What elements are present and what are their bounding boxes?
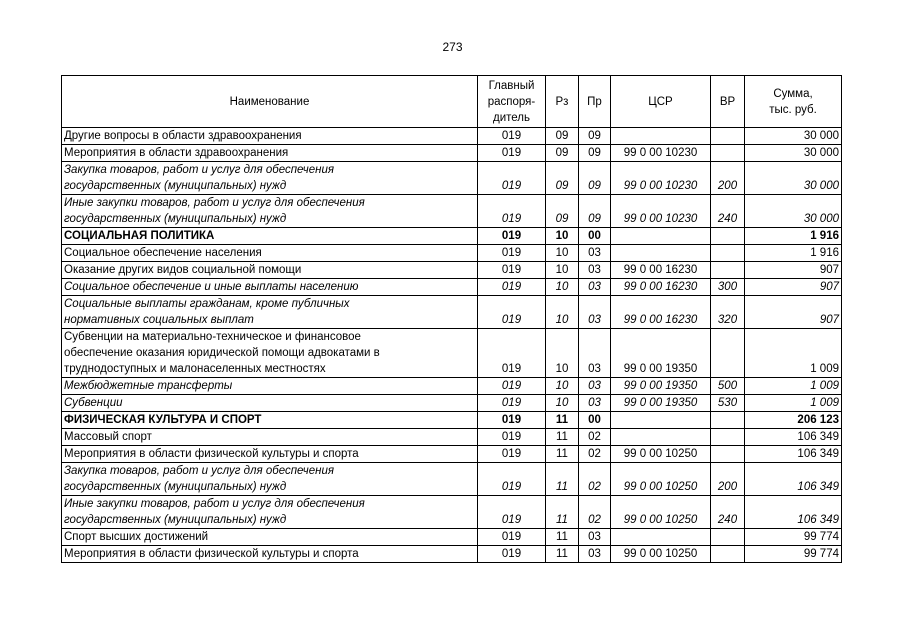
cell-pr: 09 bbox=[579, 128, 611, 145]
cell-csr bbox=[611, 529, 711, 546]
cell-pr: 03 bbox=[579, 529, 611, 546]
cell-csr bbox=[611, 228, 711, 245]
cell-name bbox=[62, 496, 478, 529]
cell-sum: 907 bbox=[745, 262, 842, 279]
cell-vr bbox=[711, 329, 745, 378]
cell-csr: 99 0 00 10230 bbox=[611, 162, 711, 195]
cell-pr: 03 bbox=[579, 546, 611, 563]
cell-csr: 99 0 00 10250 bbox=[611, 463, 711, 496]
cell-name-line: Субвенции на материально-техническое и финансовое bbox=[64, 331, 361, 343]
cell-glav: 019 bbox=[478, 429, 546, 446]
header-glav-line: распоря- bbox=[487, 95, 536, 108]
cell-name-line: Социальные выплаты гражданам, кроме публичных bbox=[64, 298, 350, 310]
cell-glav: 019 bbox=[478, 162, 546, 195]
cell-rz: 11 bbox=[546, 446, 579, 463]
cell-name-line: Спорт высших достижений bbox=[64, 531, 209, 543]
cell-sum: 907 bbox=[745, 279, 842, 296]
cell-name bbox=[62, 463, 478, 496]
cell-glav: 019 bbox=[478, 128, 546, 145]
cell-vr bbox=[711, 412, 745, 429]
cell-name bbox=[62, 296, 478, 329]
cell-csr: 99 0 00 16230 bbox=[611, 262, 711, 279]
cell-csr bbox=[611, 429, 711, 446]
cell-vr: 300 bbox=[711, 279, 745, 296]
cell-csr: 99 0 00 10250 bbox=[611, 446, 711, 463]
cell-glav: 019 bbox=[478, 279, 546, 296]
cell-name-line: Закупка товаров, работ и услуг для обеспечения bbox=[64, 465, 335, 477]
cell-csr bbox=[611, 412, 711, 429]
cell-pr: 03 bbox=[579, 395, 611, 412]
header-rz: Рз bbox=[546, 76, 579, 128]
cell-name bbox=[62, 329, 478, 378]
table-body bbox=[62, 128, 842, 563]
cell-rz: 11 bbox=[546, 529, 579, 546]
cell-name bbox=[62, 245, 478, 262]
page-number: 273 bbox=[442, 40, 463, 54]
cell-rz: 10 bbox=[546, 279, 579, 296]
cell-sum: 907 bbox=[745, 296, 842, 329]
cell-vr bbox=[711, 529, 745, 546]
cell-glav: 019 bbox=[478, 262, 546, 279]
cell-csr: 99 0 00 10230 bbox=[611, 145, 711, 162]
cell-vr bbox=[711, 228, 745, 245]
cell-glav: 019 bbox=[478, 329, 546, 378]
cell-csr: 99 0 00 16230 bbox=[611, 296, 711, 329]
cell-name bbox=[62, 162, 478, 195]
cell-vr bbox=[711, 546, 745, 563]
cell-name-line: Другие вопросы в области здравоохранения bbox=[64, 130, 302, 142]
cell-name-line: государственных (муниципальных) нужд bbox=[64, 213, 287, 225]
cell-name bbox=[62, 529, 478, 546]
cell-vr: 200 bbox=[711, 463, 745, 496]
table-row bbox=[62, 195, 842, 228]
cell-glav: 019 bbox=[478, 145, 546, 162]
table-row bbox=[62, 128, 842, 145]
cell-csr: 99 0 00 10250 bbox=[611, 546, 711, 563]
cell-sum: 106 349 bbox=[745, 463, 842, 496]
table-row bbox=[62, 279, 842, 296]
cell-sum: 1 009 bbox=[745, 378, 842, 395]
header-sum bbox=[745, 76, 842, 128]
cell-vr bbox=[711, 429, 745, 446]
cell-pr: 00 bbox=[579, 412, 611, 429]
header-glav-line: дитель bbox=[493, 111, 530, 124]
cell-name-line: Социальное обеспечение и иные выплаты населению bbox=[64, 281, 359, 293]
cell-rz: 10 bbox=[546, 228, 579, 245]
header-name: Наименование bbox=[62, 76, 478, 128]
cell-vr bbox=[711, 128, 745, 145]
cell-vr: 200 bbox=[711, 162, 745, 195]
cell-sum: 99 774 bbox=[745, 546, 842, 563]
header-glav-line: Главный bbox=[488, 79, 535, 92]
cell-csr: 99 0 00 16230 bbox=[611, 279, 711, 296]
cell-pr: 03 bbox=[579, 329, 611, 378]
cell-pr: 02 bbox=[579, 463, 611, 496]
header-pr: Пр bbox=[579, 76, 611, 128]
cell-name bbox=[62, 546, 478, 563]
header-csr: ЦСР bbox=[611, 76, 711, 128]
cell-rz: 09 bbox=[546, 128, 579, 145]
table-row bbox=[62, 378, 842, 395]
cell-glav: 019 bbox=[478, 546, 546, 563]
cell-rz: 10 bbox=[546, 378, 579, 395]
table-row bbox=[62, 446, 842, 463]
cell-pr: 09 bbox=[579, 145, 611, 162]
cell-vr: 240 bbox=[711, 195, 745, 228]
cell-rz: 09 bbox=[546, 145, 579, 162]
cell-name-line: труднодоступных и малонаселенных местностях bbox=[64, 363, 326, 375]
cell-name-line: нормативных социальных выплат bbox=[64, 314, 254, 326]
cell-glav: 019 bbox=[478, 296, 546, 329]
cell-name bbox=[62, 128, 478, 145]
table-row bbox=[62, 162, 842, 195]
cell-glav: 019 bbox=[478, 245, 546, 262]
cell-sum: 1 009 bbox=[745, 395, 842, 412]
cell-sum: 1 009 bbox=[745, 329, 842, 378]
cell-rz: 11 bbox=[546, 463, 579, 496]
cell-glav: 019 bbox=[478, 195, 546, 228]
table-row bbox=[62, 412, 842, 429]
table-row bbox=[62, 228, 842, 245]
cell-name bbox=[62, 262, 478, 279]
cell-name-line: государственных (муниципальных) нужд bbox=[64, 481, 287, 493]
cell-glav: 019 bbox=[478, 496, 546, 529]
table-row bbox=[62, 546, 842, 563]
cell-name-line: Закупка товаров, работ и услуг для обеспечения bbox=[64, 164, 335, 176]
cell-sum: 30 000 bbox=[745, 128, 842, 145]
cell-rz: 10 bbox=[546, 262, 579, 279]
cell-pr: 09 bbox=[579, 195, 611, 228]
cell-pr: 03 bbox=[579, 279, 611, 296]
cell-sum: 106 349 bbox=[745, 446, 842, 463]
cell-name-line: обеспечение оказания юридической помощи адвокатами в bbox=[64, 347, 380, 359]
cell-pr: 02 bbox=[579, 429, 611, 446]
cell-rz: 10 bbox=[546, 329, 579, 378]
cell-csr bbox=[611, 245, 711, 262]
cell-rz: 11 bbox=[546, 412, 579, 429]
cell-name-line: Субвенции bbox=[64, 397, 123, 409]
cell-sum: 99 774 bbox=[745, 529, 842, 546]
cell-name bbox=[62, 429, 478, 446]
cell-pr: 03 bbox=[579, 296, 611, 329]
cell-pr: 09 bbox=[579, 162, 611, 195]
cell-pr: 03 bbox=[579, 378, 611, 395]
cell-glav: 019 bbox=[478, 378, 546, 395]
table-row bbox=[62, 145, 842, 162]
header-sum-line: Сумма, bbox=[773, 87, 813, 100]
header-sum-line: тыс. руб. bbox=[769, 103, 817, 116]
cell-sum: 30 000 bbox=[745, 195, 842, 228]
cell-vr: 240 bbox=[711, 496, 745, 529]
cell-sum: 30 000 bbox=[745, 145, 842, 162]
cell-sum: 1 916 bbox=[745, 245, 842, 262]
cell-glav: 019 bbox=[478, 228, 546, 245]
cell-rz: 10 bbox=[546, 395, 579, 412]
cell-glav: 019 bbox=[478, 463, 546, 496]
cell-name-line: Иные закупки товаров, работ и услуг для обеспечения bbox=[64, 197, 365, 209]
cell-name-line: Массовый спорт bbox=[64, 431, 152, 443]
cell-glav: 019 bbox=[478, 446, 546, 463]
cell-pr: 02 bbox=[579, 446, 611, 463]
cell-name-line: Мероприятия в области здравоохранения bbox=[64, 147, 289, 159]
cell-pr: 03 bbox=[579, 245, 611, 262]
cell-name-line: Оказание других видов социальной помощи bbox=[64, 264, 302, 276]
cell-csr bbox=[611, 128, 711, 145]
table-row bbox=[62, 395, 842, 412]
table-row bbox=[62, 329, 842, 378]
cell-vr: 500 bbox=[711, 378, 745, 395]
cell-name-line: Мероприятия в области физической культуры и спорта bbox=[64, 448, 359, 460]
cell-rz: 10 bbox=[546, 245, 579, 262]
table-row bbox=[62, 262, 842, 279]
cell-name-line: государственных (муниципальных) нужд bbox=[64, 514, 287, 526]
cell-rz: 11 bbox=[546, 496, 579, 529]
cell-csr: 99 0 00 10230 bbox=[611, 195, 711, 228]
cell-name bbox=[62, 195, 478, 228]
cell-pr: 03 bbox=[579, 262, 611, 279]
cell-name bbox=[62, 395, 478, 412]
table-row bbox=[62, 496, 842, 529]
cell-sum: 30 000 bbox=[745, 162, 842, 195]
cell-name-line: Иные закупки товаров, работ и услуг для обеспечения bbox=[64, 498, 365, 510]
cell-vr: 320 bbox=[711, 296, 745, 329]
cell-vr bbox=[711, 262, 745, 279]
cell-glav: 019 bbox=[478, 395, 546, 412]
budget-table bbox=[61, 75, 842, 563]
cell-glav: 019 bbox=[478, 529, 546, 546]
cell-vr: 530 bbox=[711, 395, 745, 412]
cell-name-line: ФИЗИЧЕСКАЯ КУЛЬТУРА И СПОРТ bbox=[64, 414, 262, 426]
cell-csr: 99 0 00 10250 bbox=[611, 496, 711, 529]
cell-name bbox=[62, 446, 478, 463]
cell-rz: 09 bbox=[546, 195, 579, 228]
cell-sum: 1 916 bbox=[745, 228, 842, 245]
table-row bbox=[62, 463, 842, 496]
header-vr: ВР bbox=[711, 76, 745, 128]
table-header-row bbox=[62, 76, 842, 128]
cell-pr: 02 bbox=[579, 496, 611, 529]
cell-csr: 99 0 00 19350 bbox=[611, 329, 711, 378]
cell-glav: 019 bbox=[478, 412, 546, 429]
cell-rz: 11 bbox=[546, 429, 579, 446]
table-row bbox=[62, 296, 842, 329]
cell-csr: 99 0 00 19350 bbox=[611, 395, 711, 412]
cell-name-line: СОЦИАЛЬНАЯ ПОЛИТИКА bbox=[64, 230, 215, 242]
cell-vr bbox=[711, 145, 745, 162]
cell-name bbox=[62, 145, 478, 162]
table-row bbox=[62, 245, 842, 262]
cell-sum: 106 349 bbox=[745, 496, 842, 529]
cell-name-line: Мероприятия в области физической культуры и спорта bbox=[64, 548, 359, 560]
cell-rz: 11 bbox=[546, 546, 579, 563]
cell-vr bbox=[711, 245, 745, 262]
cell-name-line: государственных (муниципальных) нужд bbox=[64, 180, 287, 192]
cell-name bbox=[62, 228, 478, 245]
cell-sum: 106 349 bbox=[745, 429, 842, 446]
header-glav bbox=[478, 76, 546, 128]
cell-name-line: Социальное обеспечение населения bbox=[64, 247, 262, 259]
cell-rz: 09 bbox=[546, 162, 579, 195]
cell-name bbox=[62, 378, 478, 395]
table-row bbox=[62, 529, 842, 546]
cell-name-line: Межбюджетные трансферты bbox=[64, 380, 233, 392]
cell-csr: 99 0 00 19350 bbox=[611, 378, 711, 395]
cell-vr bbox=[711, 446, 745, 463]
cell-name bbox=[62, 279, 478, 296]
cell-rz: 10 bbox=[546, 296, 579, 329]
table-row bbox=[62, 429, 842, 446]
cell-pr: 00 bbox=[579, 228, 611, 245]
cell-name bbox=[62, 412, 478, 429]
cell-sum: 206 123 bbox=[745, 412, 842, 429]
